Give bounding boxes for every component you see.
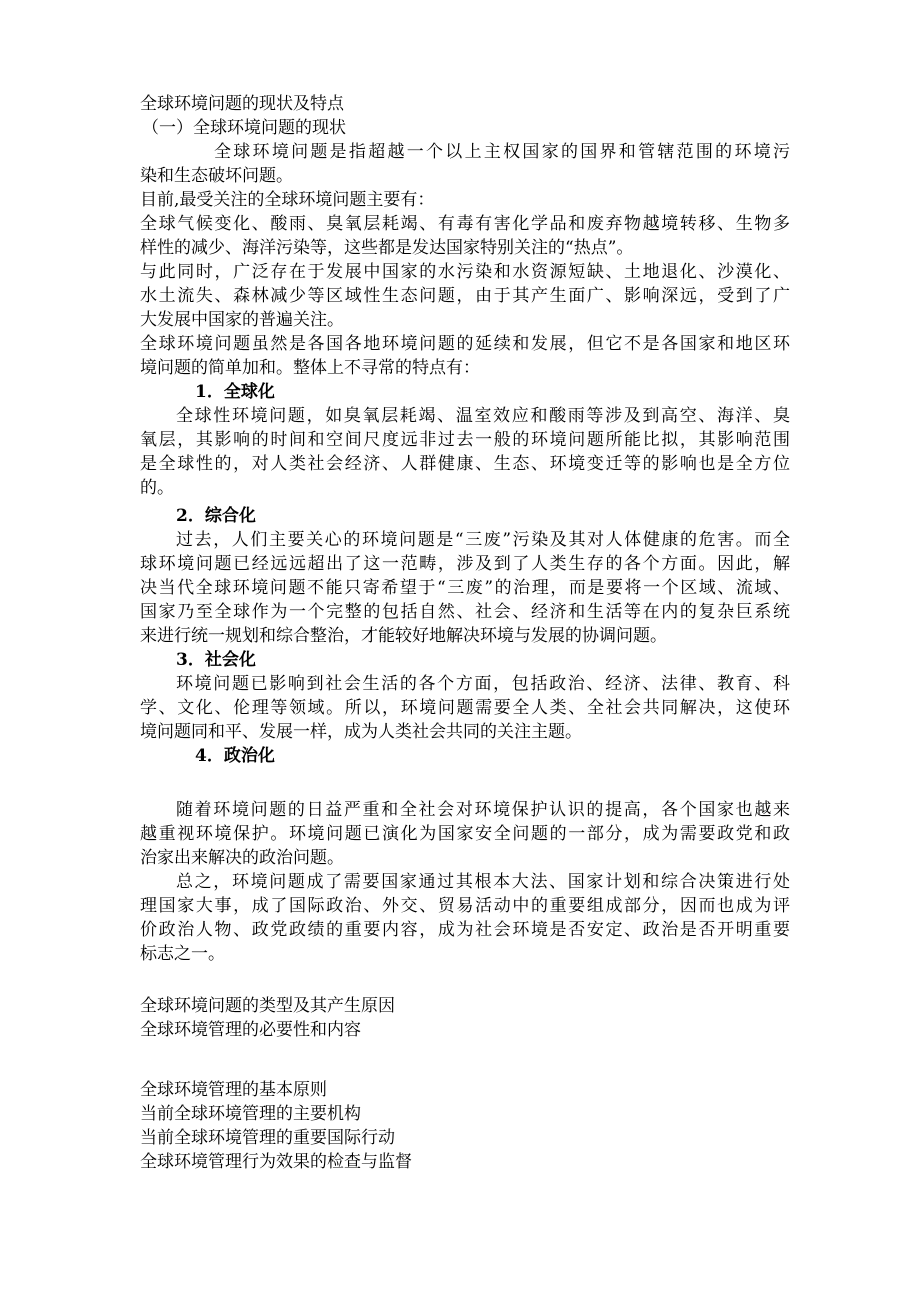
feature-1-line-1: 全球性环境问题，如臭氧层耗竭、温室效应和酸雨等涉及到高空、海洋、臭	[176, 406, 790, 426]
feature-1-line-4: 的。	[140, 478, 174, 498]
feature-2-line-2: 球环境问题已经远远超出了这一范畴，涉及到了人类生存的各个方面。因此，解	[140, 554, 790, 574]
feature-3-line-2: 学、文化、伦理等领域。所以，环境问题需要全人类、全社会共同解决，这使环	[140, 698, 790, 718]
developing-line-3: 大发展中国家的普遍关注。	[140, 310, 344, 330]
blank-line	[140, 768, 790, 792]
feature-heading-globalization: 1．全球化	[195, 382, 275, 402]
feature-3-line-1: 环境问题已影响到社会生活的各个方面，包括政治、经济、法律、教育、科	[176, 674, 790, 694]
document-page	[140, 92, 790, 1174]
hotspots-line-1: 全球气候变化、酸雨、臭氧层耗竭、有毒有害化学品和废弃物越境转移、生物多	[140, 214, 790, 234]
feature-1-line-2: 氧层，其影响的时间和空间尺度远非过去一般的环境问题所能比拟，其影响范围	[140, 430, 790, 450]
conclusion-line-1: 总之，环境问题成了需要国家通过其根本大法、国家计划和综合决策进行处	[176, 872, 790, 892]
feature-3-line-3: 境问题同和平、发展一样，成为人类社会共同的关注主题。	[140, 722, 582, 742]
outline-item-types-causes: 全球环境问题的类型及其产生原因	[140, 996, 395, 1016]
developing-line-1: 与此同时，广泛存在于发展中国家的水污染和水资源短缺、土地退化、沙漠化、	[140, 262, 790, 282]
feature-4-line-3: 治家出来解决的政治问题。	[140, 848, 344, 868]
outline-item-international-actions: 当前全球环境管理的重要国际行动	[140, 1128, 395, 1148]
feature-4-line-2: 越重视环境保护。环境问题已演化为国家安全问题的一部分，成为需要政党和政	[140, 824, 790, 844]
features-intro-line-1: 全球环境问题虽然是各国各地环境问题的延续和发展，但它不是各国家和地区环	[140, 334, 790, 354]
feature-2-line-1: 过去，人们主要关心的环境问题是“三废”污染及其对人体健康的危害。而全	[176, 530, 790, 550]
definition-line-1: 全球环境问题是指超越一个以上主权国家的国界和管辖范围的环境污	[214, 142, 790, 162]
document-title: 全球环境问题的现状及特点	[140, 94, 344, 114]
conclusion-line-2: 理国家大事，成了国际政治、外交、贸易活动中的重要组成部分，因而也成为评	[140, 896, 790, 916]
developing-line-2: 水土流失、森林减少等区域性生态问题，由于其产生面广、影响深远，受到了广	[140, 286, 790, 306]
definition-line-2: 染和生态破坏问题。	[140, 166, 293, 186]
blank-line	[140, 966, 790, 994]
conclusion-line-4: 标志之一。	[140, 944, 225, 964]
feature-heading-politicization: 4．政治化	[195, 746, 275, 766]
feature-heading-integration: 2．综合化	[176, 506, 256, 526]
feature-2-line-3: 决当代全球环境问题不能只寄希望于“三废”的治理，而是要将一个区域、流域、	[140, 578, 790, 598]
features-intro-line-2: 境问题的简单加和。整体上不寻常的特点有：	[140, 358, 480, 378]
feature-4-line-1: 随着环境问题的日益严重和全社会对环境保护认识的提高，各个国家也越来	[176, 800, 790, 820]
outline-item-necessity-content: 全球环境管理的必要性和内容	[140, 1020, 361, 1040]
feature-2-line-4: 国家乃至全球作为一个完整的包括自然、社会、经济和生活等在内的复杂巨系统	[140, 602, 790, 622]
outline-item-main-institutions: 当前全球环境管理的主要机构	[140, 1104, 361, 1124]
feature-1-line-3: 是全球性的，对人类社会经济、人群健康、生态、环境变迁等的影响也是全方位	[140, 454, 790, 474]
blank-line	[140, 1042, 790, 1078]
section-heading-status: （一）全球环境问题的现状	[142, 118, 346, 138]
feature-heading-socialization: 3．社会化	[176, 650, 256, 670]
conclusion-line-3: 价政治人物、政党政绩的重要内容，成为社会环境是否安定、政治是否开明重要	[140, 920, 790, 940]
outline-item-basic-principles: 全球环境管理的基本原则	[140, 1080, 327, 1100]
outline-item-inspection-supervision: 全球环境管理行为效果的检查与监督	[140, 1152, 412, 1172]
feature-2-line-5: 来进行统一规划和综合整治，才能较好地解决环境与发展的协调问题。	[140, 626, 667, 646]
intro-paragraph: 目前,最受关注的全球环境问题主要有：	[140, 190, 435, 210]
hotspots-line-2: 样性的减少、海洋污染等，这些都是发达国家特别关注的“热点”。	[140, 238, 634, 258]
